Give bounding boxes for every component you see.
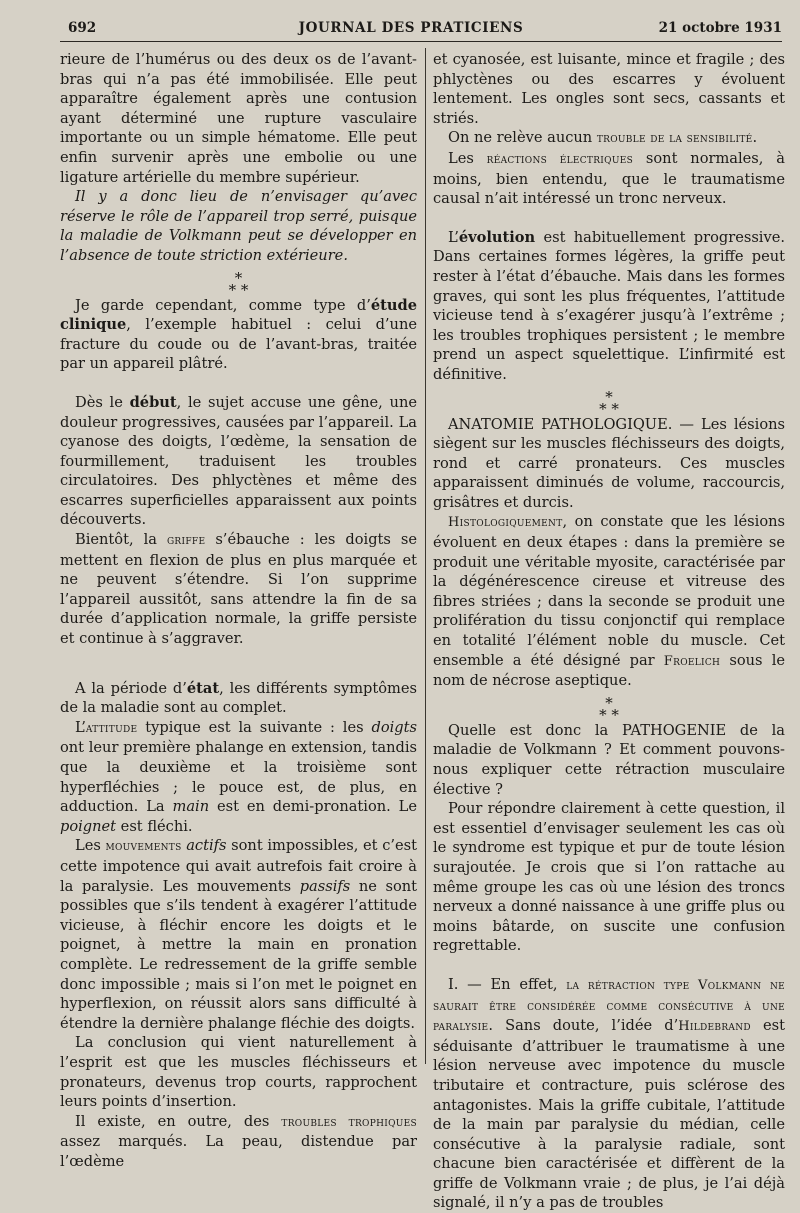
paragraph: Bientôt, la griffe s’ébauche : les doigts se mettent en flexion de plus en plus marquée et ne peuvent s’étendre. Si l’on supprime l’appareil aussitôt, sans attendre la fin de sa durée d’application normale, la griffe persiste et continue à s’aggraver. [60,531,418,648]
spacer [60,374,417,393]
spacer [433,956,785,975]
paragraph [60,187,417,265]
section-separator: * * * [599,387,619,418]
right-column [433,50,786,1212]
spacer [433,209,785,228]
paragraph: ANATOMIE PATHOLOGIQUE. — Les lésions siègent sur les muscles fléchisseurs des doigts, rond et carré pronateurs. Ces muscles apparaissent diminués de volume, raccourcis, grisâtres et durcis. [433,415,785,511]
paragraph: Je garde cependant, comme type d’étude clinique, l’exemple habituel : celui d’une fracture du coude ou de l’avant-bras, traitée par un appareil plâtré. [60,296,417,373]
paragraph: L’attitude typique est la suivante : les doigts ont leur première phalange en extension, tandis que la deuxième et la troisième sont hyperfléchies ; le pouce est, de plus, en adduction. La main est en demi-pronation. Le poignet est fléchi. [60,718,418,835]
paragraph: A la période d’état, les différents symptômes de la maladie sont au complet. [60,679,417,717]
running-header [40,16,782,38]
paragraph: Les mouvements actifs sont impossibles, et c’est cette impotence qui avait autrefois fait croire à la paralysie. Les mouvements passifs ne sont possibles que s’ils tendent à exagérer l’attitude vicieuse, à fléchir encore les doigts et le poignet, à mettre la main en pronation complète. Le redressement de la griffe semble donc impossible ; mais si l’on met le poignet en hyperflexion, on réussit alors sans difficulté à étendre la dernière phalange fléchie des doigts. [60,837,418,1032]
paragraph: Les réactions électriques sont normales, à moins, bien entendu, que le traumatisme causal n’ait intéressé un tronc nerveux. [433,149,785,208]
italic-text: Il y a donc lieu de n’envisager qu’avec réserve le rôle de l’appareil trop serré, puisque la maladie de Volkmann peut se développer en l’absence de toute striction extérieure. [60,188,417,264]
paragraph: Il existe, en outre, des troubles trophiques assez marqués. La peau, distendue par l’œdème [60,1112,417,1170]
paragraph: Quelle est donc la PATHOGENIE de la maladie de Volkmann ? Et comment pouvons-nous expliquer cette rétraction musculaire élective ? [433,721,786,798]
page-number: 692 [68,20,97,36]
section-heading: ANATOMIE PATHOLOGIQUE. [448,415,673,433]
paragraph: L’évolution est habituellement progressive. Dans certaines formes légères, la griffe peut rester à l’état d’ébauche. Mais dans les formes graves, qui sont les plus fréquentes, l’attitude vicieuse tend à s’exagérer jusqu’à l’extrême ; les troubles trophiques persistent ; le membre prend un aspect squelettique. L’infirmité est définitive. [433,228,785,383]
section-separator: * * * [228,268,249,299]
paragraph: La conclusion qui vient naturellement à l’esprit est que les muscles fléchisseurs et pronateurs, devenus trop courts, rapprochent leurs points d’insertion. [60,1034,417,1111]
paragraph: I. — En effet, la rétraction type Volkmann ne saurait être considérée comme consécutive à une paralysie. Sans doute, l’idée d’Hildebrand est séduisante d’attribuer le traumatisme à une lésion nerveuse avec impotence du muscle tributaire et contracture, puis sclérose des antagonistes. Mais la griffe cubitale, l’attitude de la main par paralysie du médian, celle consécutive à la paralysie radiale, sont chacune bien caractérisée et diffèrent de la griffe de Volkmann vraie ; de plus, je l’ai déjà signalé, il n’y a pas de troubles [433,975,785,1212]
column-divider [425,48,426,1064]
header-rule [60,41,782,42]
paragraph: Dès le début, le sujet accuse une gêne, une douleur progressives, causées par l’appareil. La cyanose des doigts, l’œdème, la sensation de fourmillement, traduisent les troubles circulatoires. Des phlyctènes et même des escarres superficielles apparaissent aux points découverts. [60,393,417,529]
paragraph: et cyanosée, est luisante, mince et fragile ; des phlyctènes ou des escarres y évoluent lentement. Les ongles sont secs, cassants et striés. [433,51,785,127]
paragraph: Histologiquement, on constate que les lésions évoluent en deux étapes : dans la première se produit une véritable myosite, caractérisée par la dégénérescence cireuse et vitreuse des fibres striées ; dans la seconde se produit une prolifération du tissu conjonctif qui remplace en totalité l’élément noble du muscle. Cet ensemble a été désigné par Froelich sous le nom de nécrose aseptique. [433,513,785,690]
journal-title: JOURNAL DES PRATICIENS [298,20,524,36]
section-separator: * * * [599,693,619,724]
left-column [60,50,418,1170]
section-heading: PATHOGENIE [622,721,727,739]
spacer [60,649,417,679]
issue-date: 21 octobre 1931 [658,20,782,36]
paragraph: rieure de l’humérus ou des deux os de l’avant-bras qui n’a pas été immobilisée. Elle peut apparaître également après une contusion ayant déterminé une rupture vasculaire importante ou un simple hématome. Elle peut enfin survenir après une embolie ou une ligature artérielle du membre supérieur. [60,51,417,186]
paragraph: Pour répondre clairement à cette question, il est essentiel d’envisager seulement les cas où le syndrome est typique et pur de toute lésion surajoutée. Je crois que si l’on rattache au même groupe les cas où une lésion des troncs nerveux a donné naissance à une griffe plus ou moins bâtarde, on suscite une confusion regrettable. [433,800,785,955]
paragraph: On ne relève aucun trouble de la sensibilité. [448,129,758,147]
